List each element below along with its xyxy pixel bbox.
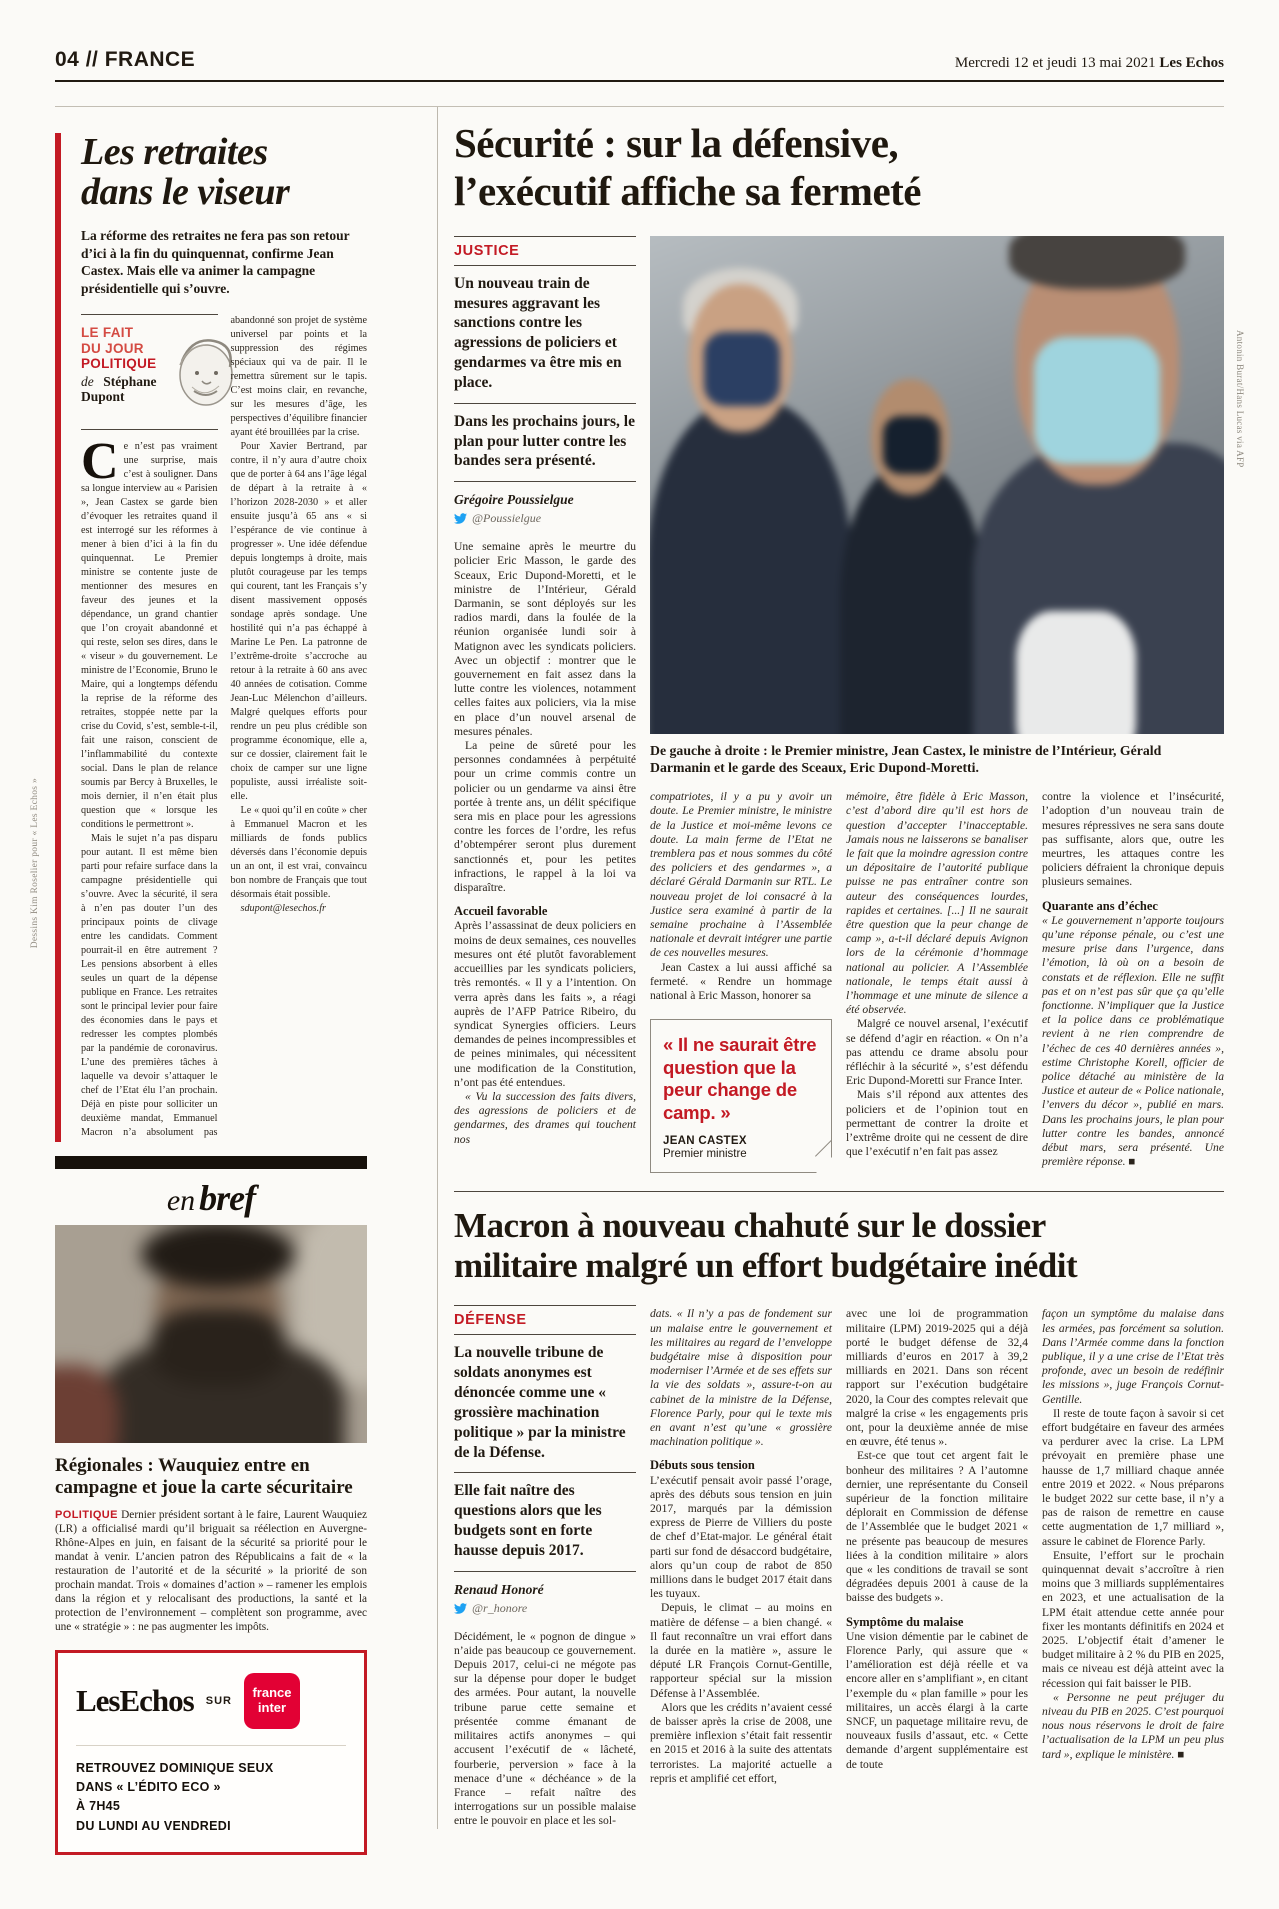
ad-sur-label: SUR bbox=[205, 1694, 232, 1707]
subhead: Symptôme du malaise bbox=[846, 1614, 964, 1629]
date-line bbox=[955, 55, 1224, 72]
kicker-defense: DÉFENSE bbox=[454, 1312, 527, 1329]
kicker-le-fait: LE FAIT bbox=[81, 325, 134, 341]
article-security-col1 bbox=[454, 236, 636, 1173]
twitter-icon bbox=[454, 512, 467, 525]
article-defense-col2: dats. « Il n’y a pas de fondement sur un malaise entre le gouvernement et les militaires au regard de l’enveloppe budgétaire mise à disposition pour moderniser l’Armée et de ses effets sur la vie des soldats », assure-t-on au cabinet de la ministre de la Défense, Florence Parly, pour qui le texte mis en avant n’est qu’une « grossière machination politique ». Débuts sous tension L’exécutif pensait avoir passé l’orage, après des débuts sous tension en juin 2017, marqués par la démission express de Pierre de Villiers du poste de chef d’Etat-major. Le général était parti sur fond de désaccord budgétaire, alors qu’un coup de rabot de 850 millions dans le budget 2017 était dans les tuyaux. Depuis, le climat – au moins en matière de défense – a bien changé. « Il faut reconnaître un vrai effort dans la durée en la matière », assure le député LR François Cornut-Gentille, rapporteur spécial sur la mission Défense à l’Assemblée. Alors que les crédits n’avaient cessé de baisser après la crise de 2008, une première inflexion s’était fait ressentir en 2015 et 2016 à la suite des attentats terroristes. La majorité actuelle a repris et amplifié cet effort, bbox=[650, 1307, 832, 1785]
opinion-title: Les retraites dans le viseur bbox=[81, 131, 290, 213]
quote-role: Premier ministre bbox=[663, 1147, 747, 1160]
opinion-body bbox=[81, 314, 367, 1142]
section-divider-bar bbox=[55, 1156, 367, 1169]
article-security-col3: mémoire, être fidèle à Eric Masson, c’est d’abord dire qu’il est hors de question d’accepter l’inacceptable. Jamais nous ne laisserons se banaliser le fait que la moindre agression contre un dépositaire de l’autorité publique puisse ne pas entraîner contre son auteur des conséquences lourdes, rapides et certaines. [...] Il ne saurait être question que la peur change de camp », a-t-il déclaré depuis Avignon lors de la cérémonie d’hommage national au policier. A l’Assemblée nationale, le temps était aussi à l’hommage et une minute de silence a été observée. Malgré ce nouvel arsenal, l’exécutif se défend d’agir en réaction. « On n’a pas attendu ce drame absolu pour réfléchir à la sécurité », s’est défendu Eric Dupond-Moretti sur France Inter. Mais s’il répond aux attentes des policiers et de l’opinion tout en permettant de contrer la droite et l’extrême droite qui ne cessent de dire que l’exécutif n’en fait pas assez bbox=[846, 790, 1028, 1159]
brand-name: Les Echos bbox=[1159, 55, 1224, 71]
opinion-intro: La réforme des retraites ne fera pas son retour d’ici à la fin du quinquennat, confirme Jean Castex. Mais elle va animer la campagne présidentielle qui s’ouvre. bbox=[81, 227, 350, 297]
subhead: Quarante ans d’échec bbox=[1042, 898, 1158, 913]
article-defense-col3: avec une loi de programmation militaire (LPM) 2019-2025 qui a déjà porté le budget défense de 32,4 milliards d’euros en 2017 à 39,2 milliards en 2021. Dans son récent rapport sur l’exécution budgétaire 2020, la Cour des comptes relevait que malgré la crise « les engagements pris ont, pour la deuxième année de mise en œuvre, été tenus ». Est-ce que tout cet argent fait le bonheur des militaires ? A l’automne dernier, une représentante du Conseil supérieur de la fonction militaire déplorait en Commission de défense de l’Assemblée que le budget 2021 « ne présente pas beaucoup de mesures liées à la condition militaire » alors que « les conditions de travail se sont dégradées depuis 2001 à cause de la baisse des budgets ». Symptôme du malaise Une vision démentie par le cabinet de Florence Parly, qui assure que « l’amélioration est déjà réelle et va encore aller en s’amplifiant », en citant l’exemple du « plan famille » pour les militaires, un accès élargi à la carte SNCF, un paquetage militaire revu, de nouveaux fusils d’assaut, etc. « Cette demande d’argent supplémentaire est de toute bbox=[846, 1307, 1028, 1771]
article-defense-col4: façon un symptôme du malaise dans les armées, pas forcément sa solution. Dans l’Armée comme dans la fonction publique, il y a une crise de l’Etat très profonde, avec un besoin de redéfinir les missions », juge François Cornut-Gentille. Il reste de toute façon à savoir si cet effort budgétaire en faveur des armées va perdurer avec la crise. La LPM prévoyait en première phase une hausse de 1,7 milliard chaque année entre 2019 et 2022. « Nous préparons le budget 2022 sur cette base, il n’y a pas de raison de remettre en cause cette augmentation de 1,7 milliard », assure le cabinet de Florence Parly. Ensuite, l’effort sur le prochain quinquennat devait s’accroître à rien moins que 3 milliards supplémentaires en 2023, et une actualisation de la LPM était attendue cette année pour fixer les montants définitifs en 2024 et 2025. L’objectif était d’amener le budget militaire à 2 % du PIB en 2025, mais ce niveau est déjà atteint avec la récession qui fait baisser le PIB. « Personne ne peut préjuger du niveau du PIB en 2025. C’est pourquoi nous nous réservons le droit de faire l’actualisation de la LPM un peu plus tard », explique le ministère. ■ bbox=[1042, 1307, 1224, 1761]
photo-placeholder bbox=[650, 236, 1224, 734]
article-defense bbox=[454, 1305, 1224, 1828]
opinion-paragraph: Ce n’est pas vraiment une surprise, mais c’est à souligner. Dans sa longue interview au « Parisien », Jean Castex se garde bien d’évoquer les retraites quand il est interrogé sur les réformes à mener à bien d’ici à la fin du quinquennat. Le Premier ministre se contente juste de mentionner des mesures en faveur des jeunes et la dépendance, un grand chantier que l’on croyait abandonné et qui reste, selon ses dires, dans le « viseur » du gouvernement. Le ministre de l’Economie, Bruno le Maire, qui a longtemps défendu la reprise de la réforme des retraites, stoppée nette par la crise du Covid, s’est, semble-t-il, fait une raison, conscient de l’inflammabilité du contexte social. Dans le plan de relance soumis par Bercy à Bruxelles, le mois dernier, il n’en était plus question que « lorsque les conditions le permettront ». bbox=[81, 433, 218, 831]
article-security-col4: contre la violence et l’insécurité, l’adoption d’un nouveau train de mesures répressives ne sera sans doute pas suffisante, alors que, outre les meurtres, les attaques contre les policiers défraient la chronique depuis plusieurs semaines. Quarante ans d’échec « Le gouvernement n’apporte toujours qu’une réponse pénale, ou c’est une mesure prise dans l’urgence, dans l’émotion, là où on a besoin de constats et de réflexion. Elle ne suffit pas et on n’est pas sûr que ça qu’elle fonctionne. N’impliquer que la Justice et la police dans ce problématique revient à ne rien comprendre de l’échec de ces 40 dernières années », estime Christophe Korell, officier de police détaché au ministère de la Justice et auteur de « Police nationale, l’envers du décor », publié en mars. Dans les prochains jours, le plan pour lutter contre les bandes, annoncé début mars, sera présenté. Une première réponse. ■ bbox=[1042, 790, 1224, 1169]
opinion-kicker-block bbox=[81, 314, 218, 430]
article-separator bbox=[454, 1191, 1224, 1192]
subhead: Accueil favorable bbox=[454, 904, 548, 919]
quote-text: « Il ne saurait être question que la peur change de camp. » bbox=[663, 1034, 817, 1123]
twitter-icon bbox=[454, 1602, 467, 1615]
ad-logo-row bbox=[58, 1653, 364, 1745]
photo-credit: Antonin Burat/Hans Lucas via AFP bbox=[1235, 330, 1245, 468]
quote-author: JEAN CASTEX bbox=[663, 1134, 747, 1147]
kicker-politique: POLITIQUE bbox=[81, 355, 157, 371]
brief-body: POLITIQUE Dernier président sortant à le faire, Laurent Wauquiez (LR) a officialisé mardi qu’il briguait sa réélection en Auvergne-Rhône-Alpes en juin, en faisant de la sécurité sa priorité pour le mandat à venir. L’ancien patron des Républicains a fait de « la restauration de l’autorité et de la sécurité » la priorité de son prochain mandat. Trois « domaines d’action » – ramener les emplois dans la région et y relocalisant des productions, la santé et la protection de l’environnement – complètent son programme, avec une « stratégie » : ne pas augmenter les impôts. bbox=[55, 1508, 367, 1633]
author-email[interactable]: sdupont@lesechos.fr bbox=[240, 903, 326, 915]
brief-headline: Régionales : Wauquiez entre en campagne et joue la carte sécuritaire bbox=[55, 1455, 353, 1498]
brief-kicker: POLITIQUE bbox=[55, 1508, 118, 1521]
ad-text: RETROUVEZ DOMINIQUE SEUX DANS « L’ÉDITO ECO » À 7H45 DU LUNDI AU VENDREDI bbox=[76, 1760, 274, 1833]
photo-caption: De gauche à droite : le Premier ministre, Jean Castex, le ministre de l’Intérieur, Gérald Darmanin et le garde des Sceaux, Eric Dupond-Moretti. bbox=[650, 742, 1162, 775]
drop-cap: C bbox=[81, 433, 119, 491]
lesechos-logo: LesEchos bbox=[76, 1682, 194, 1718]
main-headline: Sécurité : sur la défensive, l’exécutif affiche sa fermeté bbox=[454, 120, 921, 215]
opinion-paragraph: Mais le sujet n’a pas disparu pour autant. Il est même bien parti pour refaire surface dans la campagne présidentielle qui s’ouvre. Avec la sécurité, il sera à n’en pas douter l’un des principaux points de clivage entre les candidats. Comment pourrait-il en être autrement ? Les pensions absorbent à elles seules un quart de la dépense publique en France. Les retraites sont le principal levier pour faire des économies dans le pays et redresser les comptes plombés par la pandémie de coronavirus. L’une des premières tâches à laquelle va devoir s’attaquer le chef de l’Etat élu l’an prochain. Déjà en piste pour solliciter un deuxième mandat, Emmanuel Macron n’a absolument pas abandonné son projet de système universel par points et la suppression des régimes spéciaux qui va de pair. Il le remettra sûrement sur le tapis. C’est moins clair, en revanche, sur les mesures d’âge, les perspectives d’équilibre financier ayant été brouillées par la crise. bbox=[81, 315, 367, 1139]
byline-twitter[interactable] bbox=[454, 1601, 636, 1616]
article-defense-col1: DÉFENSE La nouvelle tribune de soldats anonymes est dénoncée comme une « grossière machination politique » par la ministre de la Défense. Elle fait naître des questions alors que les budgets sont en forte hausse depuis 2017. Renaud Honoré @r_honore Décidément, le « pognon de dingue » n’aide pas beaucoup ce gouvernement. Depuis 2017, celui-ci ne mégote pas sur la dépense pour doper le budget des armées. Pour autant, la nouvelle tribune parue cette semaine et présentée comme émanant de militaires actifs anonymes – qui accusent l’exécutif de « lâcheté, fourberie, perversion » face à la menace d’une « déchéance » de la France – refait naître des interrogations sur un possible malaise entre le pouvoir en place et les sol- bbox=[454, 1305, 636, 1828]
subhead: Débuts sous tension bbox=[650, 1458, 755, 1473]
deck-1: La nouvelle tribune de soldats anonymes est dénoncée comme une « grossière machination politique » par la ministre de la Défense. bbox=[454, 1334, 636, 1472]
ministers-photo bbox=[650, 236, 1224, 734]
opinion-column bbox=[55, 133, 367, 1142]
opinion-paragraph: Pour Xavier Bertrand, par contre, il n’y aura d’autre choix que de porter à 64 ans l’âge légal de départ à la retraite à « l’horizon 2028-2030 » et aller ensuite jusqu’à 65 ans « si l’espérance de vie continue à progresser ». Une idée défendue depuis longtemps à droite, mais plutôt courageuse par les temps qui courent, tant les Français s’y disent massivement opposés sondage après sondage. Une hostilité qui n’a pas échappé à Marine Le Pen. La patronne de l’extrême-droite s’accroche au retour à la retraite à 60 ans avec 40 années de cotisation. Comme Jean-Luc Mélenchon d’ailleurs. Malgré quelques efforts pour rendre un peu plus crédible son programme économique, elle a, sur ce dossier, clairement fait le choix de camper sur une ligne populiste, aussi irréaliste soit-elle. bbox=[230, 441, 367, 803]
article-security-col2: compatriotes, il y a pu y avoir un doute. Le Premier ministre, le ministre de la Justice et moi-même levons ce doute. La main ferme de l’Etat ne tremblera pas et nous sommes du côté des policiers et des gendarmes », a déclaré Gérald Darmanin sur RTL. Le nouveau projet de loi consacré à la Justice sera examiné à partir de la semaine prochaine à l’Assemblée nationale et devrait intégrer une partie de ces nouvelles mesures. Jean Castex a lui aussi affiché sa fermeté. « Rendre un hommage national à Eric Masson, honorer sa « Il ne saurait être question que la peur change de camp. » JEAN CASTEX Premier ministre bbox=[650, 776, 832, 1172]
en-bref-title: en bref bbox=[166, 1178, 256, 1219]
twitter-handle[interactable]: @Poussielgue bbox=[472, 511, 542, 526]
deck-2: Dans les prochains jours, le plan pour lutter contre les bandes sera présenté. bbox=[454, 403, 636, 481]
byline-block bbox=[454, 1571, 636, 1616]
page-header bbox=[55, 0, 1224, 82]
opinion-author: de Stéphane Dupont bbox=[81, 373, 157, 405]
edition-date: Mercredi 12 et jeudi 13 mai 2021 bbox=[954, 55, 1156, 71]
kicker-du-jour: DU JOUR bbox=[81, 340, 144, 356]
house-ad[interactable] bbox=[55, 1650, 367, 1856]
byline-twitter[interactable] bbox=[454, 511, 636, 526]
illustration-credit: Dessins Kim Roselier pour « Les Echos » bbox=[30, 778, 40, 949]
article-text: Une semaine après le meurtre du policier Eric Masson, le garde des Sceaux, Eric Dupond-Moretti, et le ministre de l’Intérieur, Gérald Darmanin, se sont déployés sur les radios mardi, dans la foulée de la réunion organisée lundi soir à Matignon avec les syndicats policiers. Avec un objectif : montrer que le gouvernement en fait assez dans la lutte contre les violences, notamment celles faites aux policiers, via la mise en place d’un nouvel arsenal de mesures pénales. La peine de sûreté pour les personnes condamnées à perpétuité pour un crime commis contre un policier ou un gendarme va ainsi être portée à trente ans, un délit spécifique sera mis en place pour les agressions contre les forces de l’ordre, les refus d’obtempérer seront plus durement sanctionnés et, pour les petites infractions, le rappel à la loi va disparaître. Accueil favorable Après l’assassinat de deux policiers en moins de deux semaines, ces nouvelles mesures ont été plutôt favorablement accueillies par les syndicats policiers, très remontés. « Il y a l’intention. On verra après dans les faits », a réagi auprès de l’AFP Patrice Ribeiro, du syndicat Synergies officiers. Leurs demandes de peines incompressibles et de peines minimales, qui nécessitent une modification de la Constitution, n’ont pas été entendues. « Vu la succession des faits divers, des agressions de policiers et de gendarmes, des drames qui touchent nos bbox=[454, 540, 636, 1146]
article-photo-block bbox=[650, 236, 1224, 776]
byline-name: Renaud Honoré bbox=[454, 1581, 544, 1597]
main-area bbox=[437, 107, 1224, 1829]
byline-name: Grégoire Poussielgue bbox=[454, 492, 574, 508]
section-label: 04 // FRANCE bbox=[55, 48, 196, 71]
article-security bbox=[454, 236, 1224, 1173]
france-inter-logo: france inter bbox=[244, 1673, 300, 1729]
brief-photo-placeholder bbox=[55, 1225, 367, 1443]
twitter-handle[interactable]: @r_honore bbox=[472, 1600, 528, 1615]
deck-2: Elle fait naître des questions alors que les budgets sont en forte hausse depuis 2017. bbox=[454, 1472, 636, 1570]
second-headline: Macron à nouveau chahuté sur le dossier militaire malgré un effort budgétaire inédit bbox=[454, 1205, 1078, 1286]
byline-block bbox=[454, 481, 636, 526]
left-rail bbox=[55, 107, 367, 1855]
quote-corner-fold bbox=[816, 1157, 832, 1173]
deck-1: Un nouveau train de mesures aggravant les sanctions contre les agressions de policiers et gendarmes va être mis en place. bbox=[454, 265, 636, 403]
kicker-justice: JUSTICE bbox=[454, 242, 520, 259]
pull-quote bbox=[650, 1019, 832, 1172]
opinion-paragraph: Le « quoi qu’il en coûte » cher à Emmanuel Macron et les milliards de fonds publics déversés dans l’économie depuis un an ont, il est vrai, convaincu bon nombre de Français que tout désormais était possible. bbox=[230, 805, 367, 901]
brief-photo bbox=[55, 1225, 367, 1443]
